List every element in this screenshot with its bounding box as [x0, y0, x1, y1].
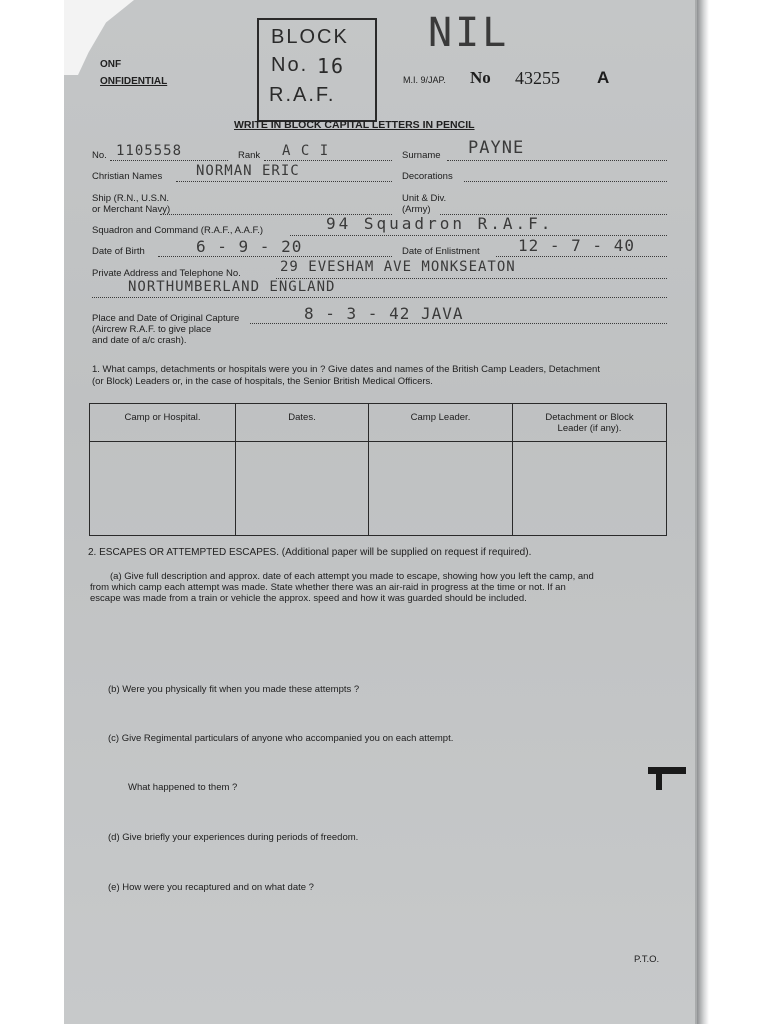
col-dates: Dates.	[236, 404, 369, 442]
col-camp-leader: Camp Leader.	[369, 404, 513, 442]
ship-label-2: or Merchant Navy)	[92, 204, 171, 215]
stamp-raf: R.A.F.	[269, 84, 336, 106]
col-detachment-line1: Detachment or Block	[545, 412, 634, 423]
page-edge	[697, 0, 709, 1024]
christian-names-value: NORMAN ERIC	[196, 163, 300, 179]
section2-what-happened: What happened to them ?	[128, 782, 238, 793]
ink-mark	[648, 767, 686, 774]
unit-label-2: (Army)	[402, 204, 431, 215]
address-value-line1: 29 EVESHAM AVE MONKSEATON	[280, 259, 516, 275]
surname-value: PAYNE	[468, 138, 525, 158]
section2-heading: 2. ESCAPES OR ATTEMPTED ESCAPES. (Additional paper will be supplied on request if required).	[88, 547, 532, 558]
section2-d: (d) Give briefly your experiences during periods of freedom.	[108, 832, 359, 843]
section2-a-line3: escape was made from a train or vehicle the approx. speed and how it was guarded should be included.	[90, 593, 527, 604]
capture-label-3: and date of a/c crash).	[92, 335, 187, 346]
section2-e: (e) How were you recaptured and on what date ?	[108, 882, 314, 893]
handwritten-nil: NIL	[428, 10, 510, 56]
ink-mark-tail	[656, 770, 662, 790]
service-number-value: 1105558	[116, 143, 183, 159]
cell-camp	[90, 442, 236, 536]
christian-names-label: Christian Names	[92, 171, 163, 182]
stamp-no: No.	[271, 54, 309, 76]
section2-a-line2: from which camp each attempt was made. State whether there was an air-raid in progress at the time or not. If an	[90, 582, 566, 593]
capture-label-1: Place and Date of Original Capture	[92, 313, 240, 324]
col-detachment-line2: Leader (if any).	[557, 423, 622, 434]
instruction-heading: WRITE IN BLOCK CAPITAL LETTERS IN PENCIL	[234, 119, 475, 131]
decorations-label: Decorations	[402, 171, 453, 182]
squadron-label: Squadron and Command (R.A.F., A.A.F.)	[92, 225, 264, 236]
rank-value: A C I	[282, 143, 330, 159]
capture-value: 8 - 3 - 42 JAVA	[304, 304, 464, 323]
section1-question-line1: 1. What camps, detachments or hospitals were you in ? Give dates and names of the British Camp Leaders, Detachment	[92, 364, 600, 375]
dob-label: Date of Birth	[92, 246, 145, 257]
form-serial: 43255	[515, 68, 560, 88]
col-detachment-leader	[513, 404, 667, 442]
enlistment-label: Date of Enlistment	[402, 246, 480, 257]
stamp-block: BLOCK	[271, 26, 349, 48]
confidential-label: ONFIDENTIAL	[100, 76, 168, 87]
col-camp: Camp or Hospital.	[90, 404, 236, 442]
block-stamp	[257, 18, 377, 122]
ship-label-1: Ship (R.N., U.S.N.	[92, 193, 170, 204]
section1-question-line2: (or Block) Leaders or, in the case of hospitals, the Senior British Medical Officers.	[92, 376, 433, 387]
cell-camp-leader	[369, 442, 513, 536]
section2-a-line1: (a) Give full description and approx. date of each attempt you made to escape, showing how you left the camp, and	[110, 571, 594, 582]
no-label: No.	[92, 150, 107, 161]
confidential-fragment: ONF	[100, 59, 122, 70]
surname-label: Surname	[402, 150, 441, 161]
squadron-value: 94 Squadron R.A.F.	[326, 214, 554, 233]
pto-label: P.T.O.	[634, 954, 660, 965]
cell-dates	[236, 442, 369, 536]
unit-label-1: Unit & Div.	[402, 193, 447, 204]
address-label: Private Address and Telephone No.	[92, 268, 241, 279]
section2-b: (b) Were you physically fit when you made these attempts ?	[108, 684, 360, 695]
cell-detachment	[513, 442, 667, 536]
form-code: M.I. 9/JAP.	[403, 75, 446, 85]
number-symbol: No	[470, 68, 491, 87]
enlistment-value: 12 - 7 - 40	[518, 236, 635, 255]
section2-c: (c) Give Regimental particulars of anyone who accompanied you on each attempt.	[108, 733, 454, 744]
dob-value: 6 - 9 - 20	[196, 237, 303, 256]
form-series: A	[597, 68, 610, 87]
camps-table	[89, 403, 667, 536]
stamp-number: 16	[317, 54, 346, 78]
address-value-line2: NORTHUMBERLAND ENGLAND	[128, 279, 336, 295]
rank-label: Rank	[238, 150, 261, 161]
capture-label-2: (Aircrew R.A.F. to give place	[92, 324, 212, 335]
